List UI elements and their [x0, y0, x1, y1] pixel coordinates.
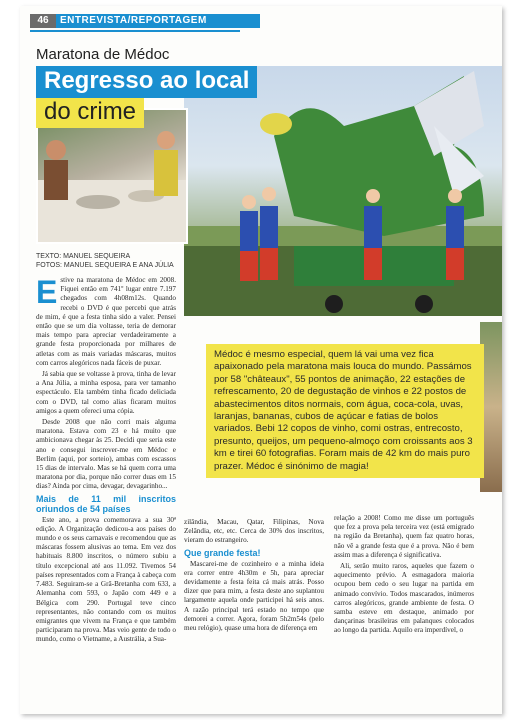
- paragraph: relação a 2008! Como me disse um português que fez a prova pela terceira vez (está emigrado na região da Bretanha), quem faz quatro horas, não vê a grande festa que é a prova. Não é bem assim mas a diferença é significativa.: [334, 514, 474, 559]
- paragraph: stive na maratona de Médoc em 2008. Fiquei então em 741º lugar entre 7.197 chegados com 4h08m12s. Quando recebi o DVD é que percebi que atrás de mim, é que a festa tinha sido a valer. Pensei então que se um dia voltasse, teria de demorar mais tempo para apreciar verdadeiramente a grande festa proporcionada por milhares de atletas com as mais variadas máscaras, muitos com carros alegóricos nada fáceis de puxar.: [36, 276, 176, 367]
- text-column-3: [334, 514, 474, 638]
- marathon-dragon-photo: [184, 66, 502, 316]
- text-column-1: [36, 276, 176, 647]
- text-credit: TEXTO: MANUEL SEQUEIRA: [36, 253, 131, 260]
- article-kicker: Maratona de Médoc: [36, 46, 170, 63]
- subheading: Que grande festa!: [184, 547, 261, 558]
- food-stand-illustration: [38, 110, 186, 242]
- header-rule: [30, 30, 240, 32]
- paragraph: Este ano, a prova comemorava a sua 30ª edição. A Organização dedicou-a aos países do mundo e os seus carnavais e recomendou que as máscaras fossem alusivas ao tema. Em vez dos habituais 8.800 inscritos, o número subiu a título excepcional até aos 11.092. Tivemos 54 países representados com a França à cabeça com 7.483. Seguiram-se a Grã-Bretanha com 633, a Alemanha com 593, o Japão com 449 e a Bélgica com 290. Portugal teve cinco representantes, não contando com os muitos emigrantes que vivem na França e que também participaram na prova. Mas veio gente de todo o mundo, como o Vietname, a Austrália, a Sua-: [36, 515, 176, 644]
- paragraph: Desde 2008 que não corri mais alguma maratona. Estava com 23 e há muito que ambicionava chegar às 25. Decidi que seria este ano e consegui inscrever-me em Médoc e Berlim (aqui, por sorteio), ambas com escassos 15 dias de intervalo. Mas se há quem corra uma maratona por dia, porque não correr duas em 15 dias? Ainda por cima, devagar, devagarinho...: [36, 418, 176, 491]
- article-credits: [36, 252, 174, 270]
- section-label: ENTREVISTA/REPORTAGEM: [60, 15, 207, 26]
- text-column-2: [184, 518, 324, 635]
- food-stand-photo: [36, 108, 188, 244]
- photo-credit: FOTOS: MANUEL SEQUEIRA E ANA JÚLIA: [36, 262, 174, 269]
- paragraph: Ali, serão muito raros, aqueles que fazem o aquecimento prévio. A esmagadora maioria ocupou bem cedo o seu lugar na partida em animado convívio. Todos mascarados, inúmeros carros alegóricos, grande ambiente de festa. O samba esteve em destaque, animado por dançarinas brasileiras em palanques colocados ao longo da partida. Aquilo era imperdível, o: [334, 562, 474, 635]
- article-title-line2: do crime: [36, 98, 144, 128]
- paragraph: Já sabia que se voltasse à prova, tinha de levar a Ana Júlia, a minha esposa, para ver tamanho espectáculo. Ela também tinha ficado deliciada com o DVD, tal como alias ficaram muitos amigos a quem ofereci uma cópia.: [36, 370, 176, 415]
- paragraph: zilândia, Macau, Qatar, Filipinas, Nova Zelândia, etc, etc. Cerca de 30% dos inscritos, vieram do estrangeiro.: [184, 518, 324, 545]
- drop-cap: E: [36, 274, 58, 310]
- magazine-page: [20, 6, 502, 714]
- subheading: Mais de 11 mil inscritos oriundos de 54 países: [36, 493, 176, 514]
- page-number: 46: [30, 14, 56, 28]
- dragon-float-illustration: [184, 66, 502, 316]
- article-title-line1: Regresso ao local: [36, 66, 257, 98]
- pull-quote: Médoc é mesmo especial, quem lá vai uma vez fica apaixonado pela maratona mais louca do mundo. Passámos por 58 "châteaux", 55 pontos de animação, 22 estações de refrescamento, 20 de degustação de vinhos e 22 postos de abastecimentos ditos normais, com água, coca-cola, uvas, laranjas, bananas, cubos de açúcar e fatias de bolos variados. Bebi 12 copos de vinho, comi ostras, entrecosto, presunto, queijos, um pequeno-almoço com croissants aos 3 km e tirei 60 fotografias. Foram mais de 42 km do mais puro prazer. Médoc é sinónimo de magia!: [206, 344, 484, 478]
- paragraph: Mascarei-me de cozinheiro e a minha ideia era correr entre 4h30m e 5h, para apreciar devidamente a festa feita cá mais atrás. Posso dizer que para mim, a festa deste ano suplantou largamente aquela onde participei há seis anos. A razão principal terá estado no tempo que demorei a correr. Agora, foram 5h2m54s (pelo meu relógio), quase uma hora de diferença em: [184, 559, 324, 633]
